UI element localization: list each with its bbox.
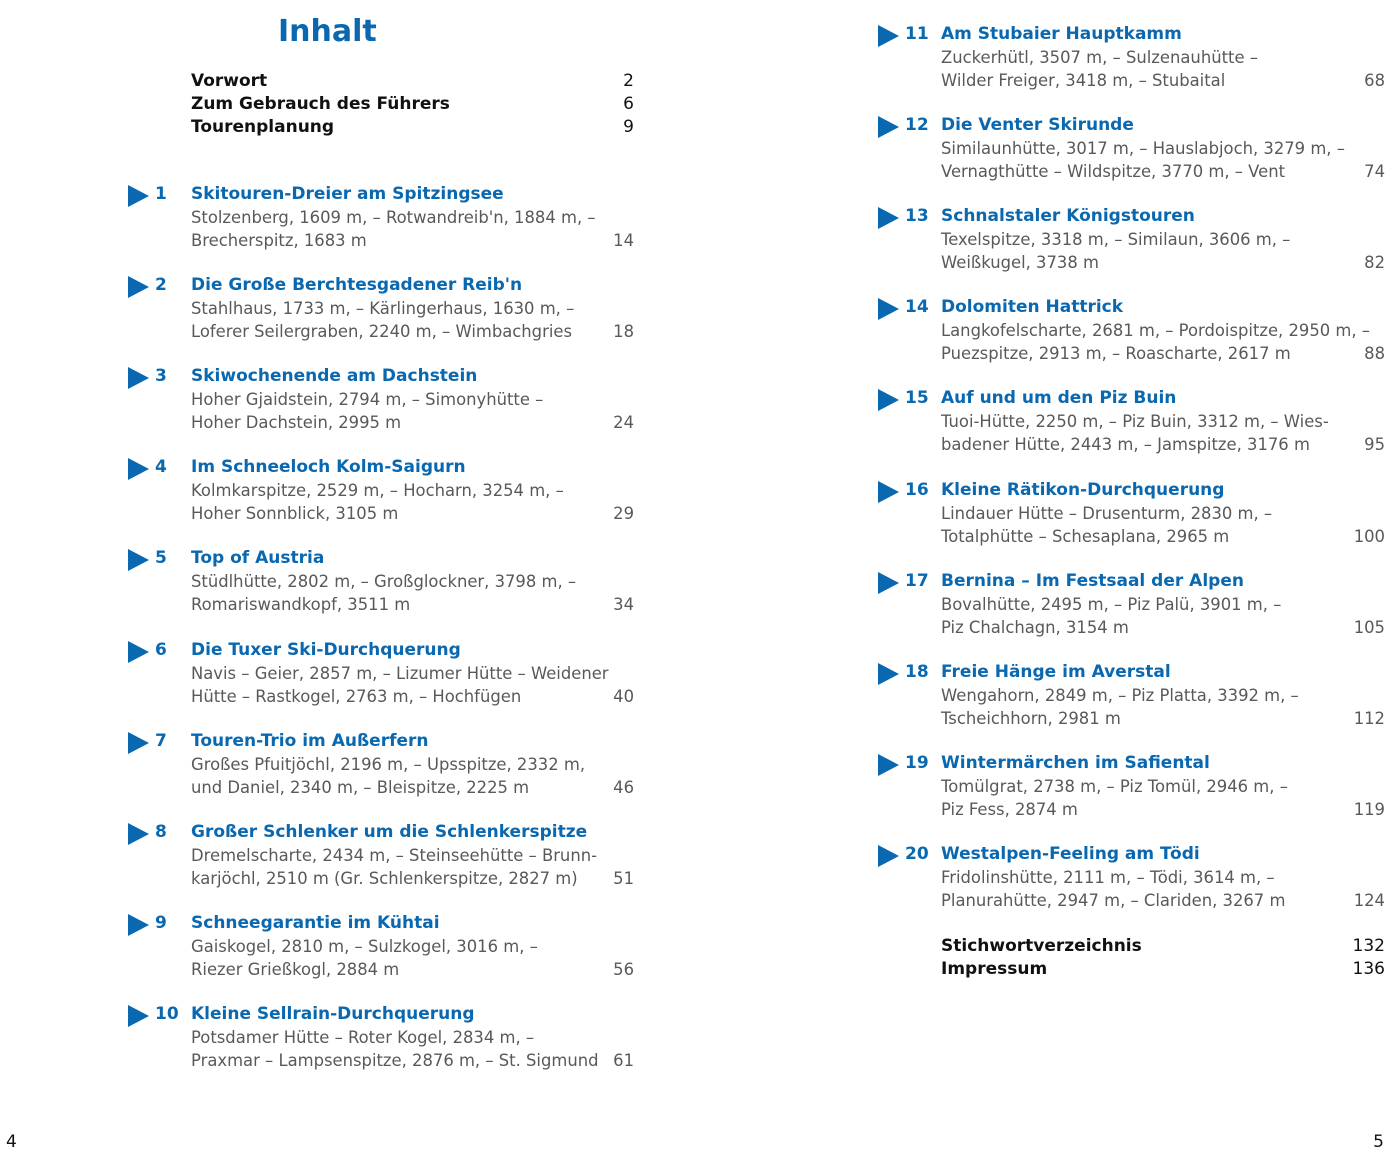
tour-route-line-2: Piz Chalchagn, 3154 m — [941, 617, 1129, 637]
toc-entry[interactable] — [128, 365, 634, 437]
tour-page-number: 61 — [613, 1050, 634, 1070]
tour-route-line-1: Stüdlhütte, 2802 m, – Großglockner, 3798 m, – — [191, 572, 577, 592]
play-arrow-icon — [878, 25, 899, 47]
tour-route-line-1: Texelspitze, 3318 m, – Similaun, 3606 m, – — [941, 230, 1291, 250]
tour-number: 12 — [905, 115, 929, 136]
play-arrow-icon — [878, 845, 899, 867]
tour-page-number: 51 — [613, 868, 634, 888]
tour-number: 16 — [905, 479, 929, 500]
play-arrow-icon — [878, 663, 899, 685]
tour-title: Die Große Berchtesgadener Reib'n — [191, 275, 523, 296]
tour-route-line-2: Planurahütte, 2947 m, – Clariden, 3267 m — [941, 890, 1286, 910]
back-matter-page: 132 — [1352, 936, 1385, 956]
front-matter-row[interactable] — [191, 93, 634, 116]
play-arrow-icon — [128, 823, 149, 845]
tour-route-line-2: Totalphütte – Schesaplana, 2965 m — [941, 526, 1230, 546]
toc-entry[interactable] — [128, 821, 634, 893]
play-arrow-icon — [128, 276, 149, 298]
tour-route-line-2: und Daniel, 2340 m, – Bleispitze, 2225 m — [191, 777, 530, 797]
tour-route-line-1: Zuckerhütl, 3507 m, – Sulzenauhütte – — [941, 48, 1258, 67]
tour-route-line-1: Lindauer Hütte – Drusenturm, 2830 m, – — [941, 503, 1273, 523]
tour-number: 11 — [905, 24, 929, 44]
tour-number: 7 — [155, 730, 167, 751]
tour-title: Westalpen-Feeling am Tödi — [941, 843, 1200, 864]
tour-number: 15 — [905, 388, 929, 409]
tour-route-line-2: Puezspitze, 2913 m, – Roascharte, 2617 m — [941, 344, 1291, 364]
tour-route-line-2: Piz Fess, 2874 m — [941, 799, 1078, 819]
tour-title: Kleine Rätikon-Durchquerung — [941, 479, 1225, 500]
tour-route-line-1: Fridolinshütte, 2111 m, – Tödi, 3614 m, – — [941, 867, 1275, 887]
tour-route-line-2: Hoher Sonnblick, 3105 m — [191, 504, 399, 524]
front-matter-label: Tourenplanung — [191, 117, 335, 137]
tour-title: Großer Schlenker um die Schlenkerspitze — [191, 821, 588, 842]
play-arrow-icon — [878, 116, 899, 138]
tour-route-line-1: Bovalhütte, 2495 m, – Piz Palü, 3901 m, – — [941, 594, 1282, 614]
tour-number: 18 — [905, 661, 929, 682]
tour-title: Dolomiten Hattrick — [941, 297, 1124, 318]
tour-route-line-1: Tuoi-Hütte, 2250 m, – Piz Buin, 3312 m, – Wies- — [941, 412, 1329, 432]
tour-page-number: 124 — [1353, 890, 1385, 910]
tour-page-number: 74 — [1364, 162, 1385, 182]
play-arrow-icon — [128, 641, 149, 663]
tour-route-line-1: Dremelscharte, 2434 m, – Steinseehütte – Brunn- — [191, 845, 598, 865]
tour-title: Freie Hänge im Averstal — [941, 661, 1171, 682]
tour-page-number: 105 — [1353, 617, 1385, 637]
tour-number: 10 — [155, 1003, 179, 1024]
play-arrow-icon — [128, 732, 149, 754]
tour-route-line-1: Langkofelscharte, 2681 m, – Pordoispitze, 2950 m, – — [941, 321, 1370, 341]
tour-number: 17 — [905, 570, 929, 591]
tour-number: 8 — [155, 821, 167, 842]
play-arrow-icon — [878, 572, 899, 594]
toc-entry[interactable] — [128, 639, 634, 711]
tour-title: Schneegarantie im Kühtai — [191, 912, 440, 933]
toc-entry[interactable] — [878, 205, 1385, 277]
tour-route-line-1: Potsdamer Hütte – Roter Kogel, 2834 m, – — [191, 1027, 535, 1047]
play-arrow-icon — [878, 207, 899, 229]
tour-route-line-2: Brecherspitz, 1683 m — [191, 231, 367, 250]
tour-page-number: 40 — [613, 686, 634, 706]
tour-number: 19 — [905, 752, 929, 773]
toc-entry[interactable] — [878, 479, 1385, 551]
play-arrow-icon — [128, 367, 149, 389]
toc-entry[interactable] — [128, 547, 634, 619]
tour-route-line-1: Kolmkarspitze, 2529 m, – Hocharn, 3254 m, – — [191, 481, 564, 501]
back-matter — [941, 935, 1385, 981]
tour-number: 20 — [905, 843, 929, 864]
back-matter-label: Impressum — [941, 959, 1048, 979]
tour-page-number: 68 — [1364, 71, 1385, 90]
play-arrow-icon — [878, 481, 899, 503]
tour-route-line-1: Navis – Geier, 2857 m, – Lizumer Hütte – Weidener — [191, 663, 609, 683]
play-arrow-icon — [878, 754, 899, 776]
tour-title: Kleine Sellrain-Durchquerung — [191, 1003, 475, 1024]
toc-entry[interactable] — [128, 730, 634, 802]
tour-title: Schnalstaler Königstouren — [941, 206, 1195, 227]
play-arrow-icon — [128, 185, 149, 207]
play-arrow-icon — [128, 1005, 149, 1027]
front-matter-page: 9 — [623, 117, 634, 137]
tour-number: 5 — [155, 548, 167, 569]
tour-title: Auf und um den Piz Buin — [941, 388, 1177, 409]
tour-page-number: 82 — [1364, 253, 1385, 273]
tour-route-line-1: Similaunhütte, 3017 m, – Hauslabjoch, 3279 m, – — [941, 139, 1345, 159]
back-matter-page: 136 — [1352, 959, 1385, 979]
play-arrow-icon — [128, 914, 149, 936]
tour-route-line-2: Riezer Grießkogl, 2884 m — [191, 959, 400, 979]
tour-page-number: 14 — [613, 231, 634, 250]
toc-entry[interactable] — [878, 23, 1385, 95]
tour-page-number: 29 — [613, 504, 634, 524]
toc-entry[interactable] — [128, 274, 634, 346]
toc-entry[interactable] — [128, 183, 634, 255]
tour-title: Skitouren-Dreier am Spitzingsee — [191, 184, 504, 204]
play-arrow-icon — [878, 298, 899, 320]
tour-title: Bernina – Im Festsaal der Alpen — [941, 570, 1244, 591]
front-matter-label: Zum Gebrauch des Führers — [191, 94, 450, 114]
toc-entry[interactable] — [878, 114, 1385, 186]
tour-number: 1 — [155, 184, 167, 204]
tour-route-line-2: Wilder Freiger, 3418 m, – Stubaital — [941, 71, 1226, 90]
tour-route-line-2: Romariswandkopf, 3511 m — [191, 595, 411, 615]
tour-title: Skiwochenende am Dachstein — [191, 366, 478, 387]
tour-number: 14 — [905, 297, 929, 318]
front-matter-label: Vorwort — [191, 71, 268, 91]
tour-number: 6 — [155, 639, 167, 660]
tour-page-number: 46 — [613, 777, 634, 797]
tour-page-number: 18 — [613, 322, 634, 342]
toc-entry[interactable] — [878, 570, 1385, 642]
tour-route-line-2: Weißkugel, 3738 m — [941, 253, 1099, 273]
tour-page-number: 119 — [1353, 799, 1385, 819]
tour-route-line-1: Tomülgrat, 2738 m, – Piz Tomül, 2946 m, – — [941, 776, 1288, 796]
tour-route-line-2: Hoher Dachstein, 2995 m — [191, 413, 402, 433]
tour-number: 13 — [905, 206, 929, 227]
back-matter-row[interactable] — [941, 958, 1385, 981]
toc-entry[interactable] — [128, 456, 634, 528]
tour-route-line-1: Hoher Gjaidstein, 2794 m, – Simonyhütte – — [191, 390, 544, 410]
front-matter — [191, 70, 634, 139]
tour-page-number: 100 — [1353, 526, 1385, 546]
tour-title: Die Venter Skirunde — [941, 115, 1134, 136]
tour-route-line-1: Großes Pfuitjöchl, 2196 m, – Upsspitze, 2332 m, — [191, 754, 586, 774]
tour-route-line-1: Gaiskogel, 2810 m, – Sulzkogel, 3016 m, – — [191, 936, 538, 956]
tour-title: Im Schneeloch Kolm-Saigurn — [191, 457, 466, 478]
front-matter-row[interactable] — [191, 116, 634, 139]
toc-entry[interactable] — [878, 296, 1385, 368]
tour-route-line-1: Wengahorn, 2849 m, – Piz Platta, 3392 m, – — [941, 685, 1299, 705]
back-matter-label: Stichwortverzeichnis — [941, 936, 1142, 956]
tour-title: Touren-Trio im Außerfern — [191, 730, 429, 751]
page-number-left: 4 — [6, 1132, 17, 1152]
tour-title: Am Stubaier Hauptkamm — [941, 24, 1182, 44]
front-matter-page: 2 — [623, 71, 634, 91]
page-title: Inhalt — [278, 14, 377, 49]
tour-route-line-2: Hütte – Rastkogel, 2763 m, – Hochfügen — [191, 686, 522, 706]
tour-title: Top of Austria — [191, 548, 325, 569]
toc-entry[interactable] — [878, 752, 1385, 824]
tour-route-line-2: karjöchl, 2510 m (Gr. Schlenkerspitze, 2827 m) — [191, 868, 578, 888]
tour-title: Wintermärchen im Safiental — [941, 752, 1210, 773]
tour-number: 4 — [155, 457, 167, 478]
toc-entry[interactable] — [128, 1003, 634, 1075]
toc-entry[interactable] — [128, 912, 634, 984]
tour-title: Die Tuxer Ski-Durchquerung — [191, 639, 461, 660]
tour-page-number: 24 — [613, 413, 634, 433]
tour-page-number: 88 — [1364, 344, 1385, 364]
front-matter-page: 6 — [623, 94, 634, 114]
toc-entry[interactable] — [878, 843, 1385, 915]
tour-route-line-2: badener Hütte, 2443 m, – Jamspitze, 3176 m — [941, 435, 1310, 455]
tour-page-number: 112 — [1353, 708, 1385, 728]
play-arrow-icon — [878, 389, 899, 411]
tour-number: 9 — [155, 912, 167, 933]
front-matter-row[interactable] — [191, 70, 634, 93]
toc-entry[interactable] — [878, 387, 1385, 459]
tour-route-line-2: Praxmar – Lampsenspitze, 2876 m, – St. Sigmund — [191, 1050, 599, 1070]
back-matter-row[interactable] — [941, 935, 1385, 958]
play-arrow-icon — [128, 549, 149, 571]
tour-number: 2 — [155, 275, 167, 296]
play-arrow-icon — [128, 458, 149, 480]
tour-page-number: 95 — [1364, 435, 1385, 455]
tour-page-number: 34 — [613, 595, 634, 615]
tour-route-line-2: Loferer Seilergraben, 2240 m, – Wimbachgries — [191, 322, 573, 342]
tour-route-line-2: Tscheichhorn, 2981 m — [941, 708, 1121, 728]
tour-page-number: 56 — [613, 959, 634, 979]
tour-number: 3 — [155, 366, 167, 387]
tour-route-line-1: Stahlhaus, 1733 m, – Kärlingerhaus, 1630 m, – — [191, 299, 575, 319]
right-page — [700, 0, 1400, 1157]
tour-route-line-2: Vernagthütte – Wildspitze, 3770 m, – Vent — [941, 162, 1286, 182]
page-number-right: 5 — [1373, 1132, 1384, 1152]
toc-entry[interactable] — [878, 661, 1385, 733]
tour-route-line-1: Stolzenberg, 1609 m, – Rotwandreib'n, 1884 m, – — [191, 208, 596, 227]
